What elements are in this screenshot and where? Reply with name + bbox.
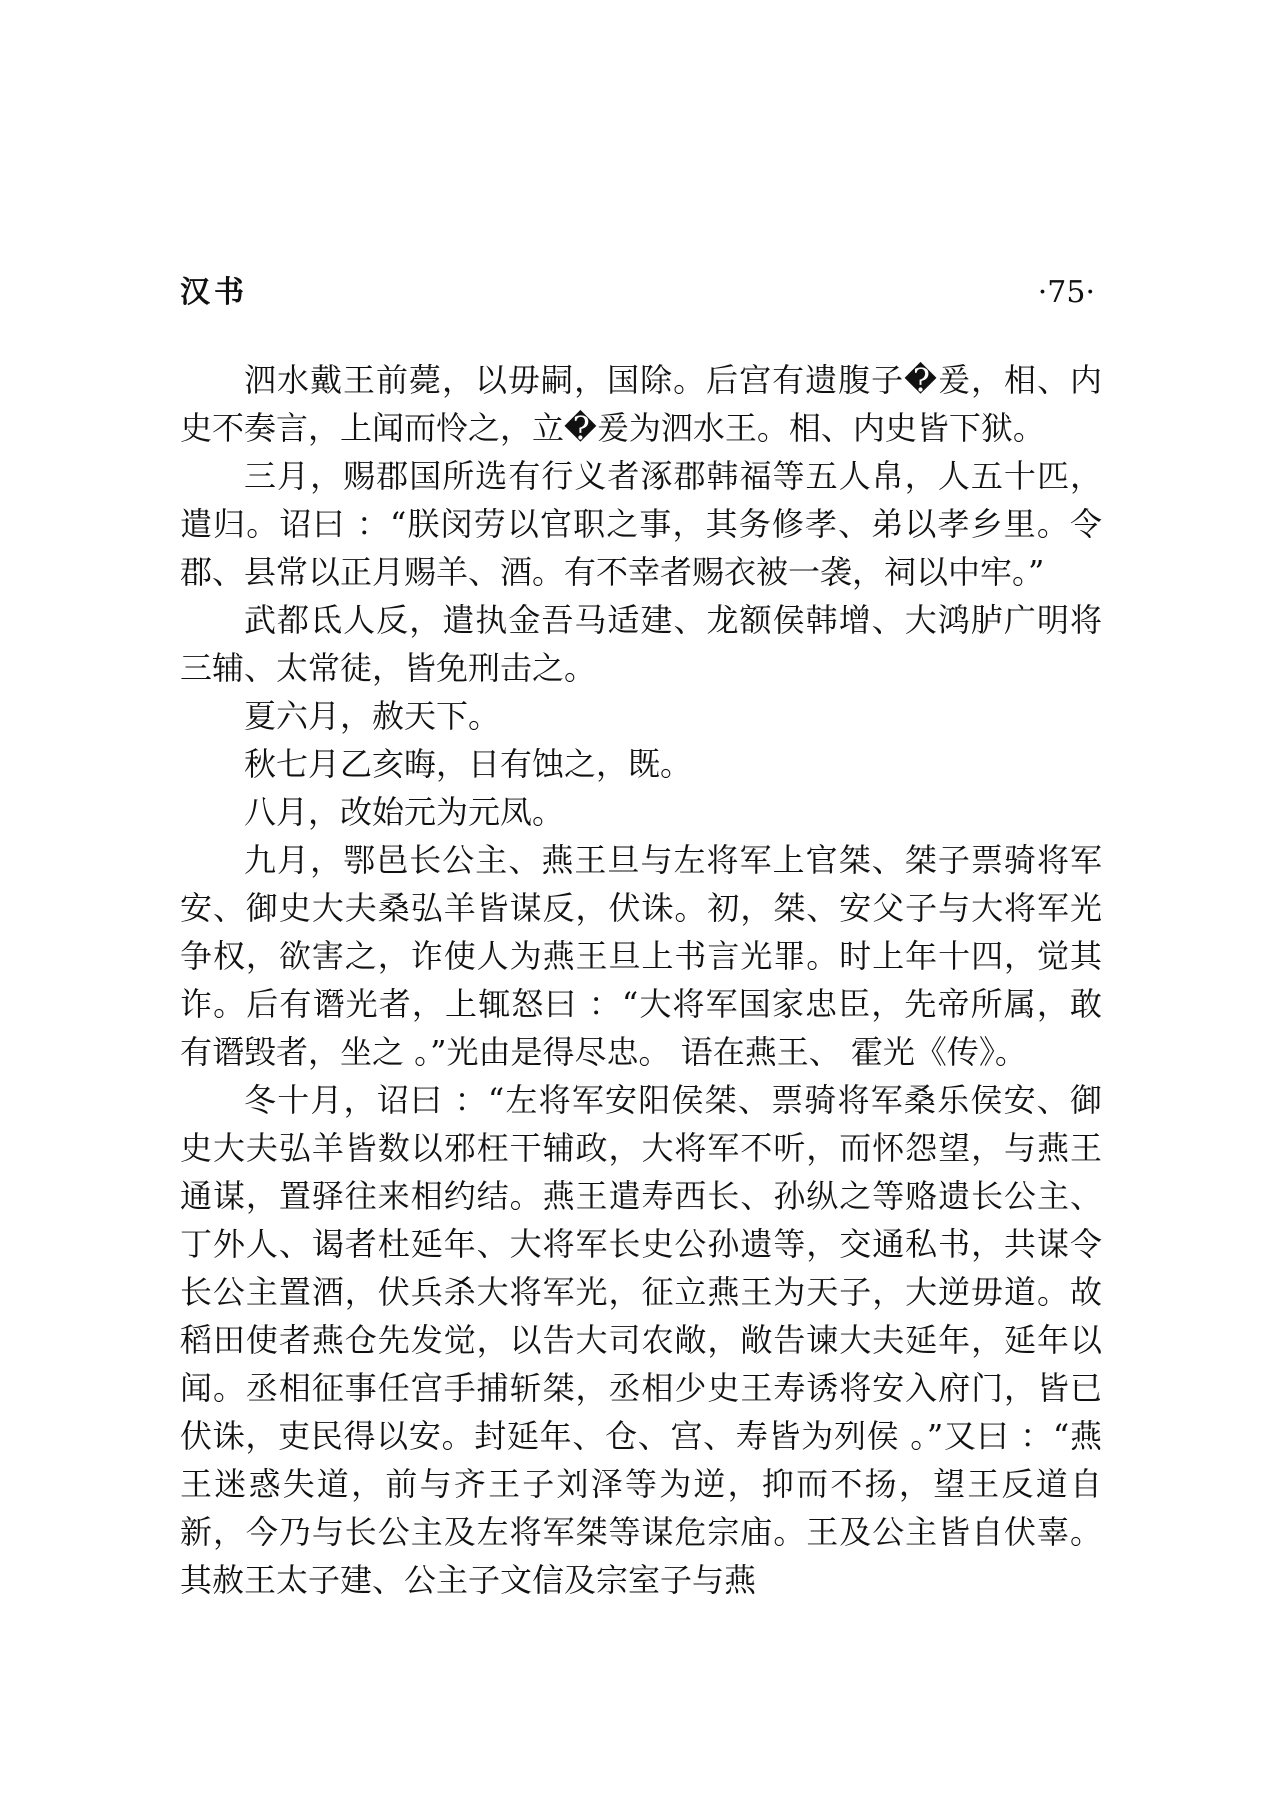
book-title: 汉书 [180, 275, 248, 310]
paragraph: 泗水戴王前薨，以毋嗣，国除。后宫有遗腹子�爰，相、内史不奏言，上闻而怜之，立�爰为泗水王。相、内史皆下狱。 [180, 361, 1102, 447]
body-text [180, 356, 1102, 1604]
paragraph: 武都氐人反，遣执金吾马适建、龙额侯韩增、大鸿胪广明将三辅、太常徒，皆免刑击之。 [180, 601, 1102, 687]
paragraph: 秋七月乙亥晦，日有蚀之，既。 [244, 745, 693, 783]
paragraph: 九月，鄂邑长公主、燕王旦与左将军上官桀、桀子票骑将军安、御史大夫桑弘羊皆谋反，伏诛。初，桀、安父子与大将军光争权，欲害之，诈使人为燕王旦上书言光罪。时上年十四，觉其诈。后有谮光者，上辄怒曰 ：“大将军国家忠臣，先帝所属，敢有谮毁者，坐之 。”光由是得尽忠。 语在燕王、 霍光《传》。 [180, 841, 1102, 1071]
paragraph: 三月，赐郡国所选有行义者涿郡韩福等五人帛，人五十匹，遣归。诏曰 ：“朕闵劳以官职之事，其务修孝、弟以孝乡里。令郡、县常以正月赐羊、酒。有不幸者赐衣被一袭，祠以中牢。” [180, 457, 1102, 591]
paragraph: 夏六月，赦天下。 [244, 697, 501, 735]
running-head [180, 268, 1095, 318]
paragraph: 八月，改始元为元凤。 [244, 793, 565, 831]
paragraph: 冬十月，诏曰 ：“左将军安阳侯桀、票骑将军桑乐侯安、御史大夫弘羊皆数以邪枉干辅政，大将军不听，而怀怨望，与燕王通谋，置驿往来相约结。燕王遣寿西长、孙纵之等赂遗长公主、丁外人、谒者杜延年、大将军长史公孙遗等，交通私书，共谋令长公主置酒，伏兵杀大将军光，征立燕王为天子，大逆毋道。故稻田使者燕仓先发觉，以告大司农敞，敞告谏大夫延年，延年以闻。丞相征事任宫手捕斩桀，丞相少史王寿诱将安入府门，皆已伏诛，吏民得以安。封延年、仓、宫、寿皆为列侯 。”又曰 ：“燕王迷惑失道，前与齐王子刘泽等为逆，抑而不扬，望王反道自新，今乃与长公主及左将军桀等谋危宗庙。王及公主皆自伏辜。其赦王太子建、公主子文信及宗室子与燕 [180, 1081, 1102, 1599]
page-number: ·75· [1037, 275, 1095, 310]
